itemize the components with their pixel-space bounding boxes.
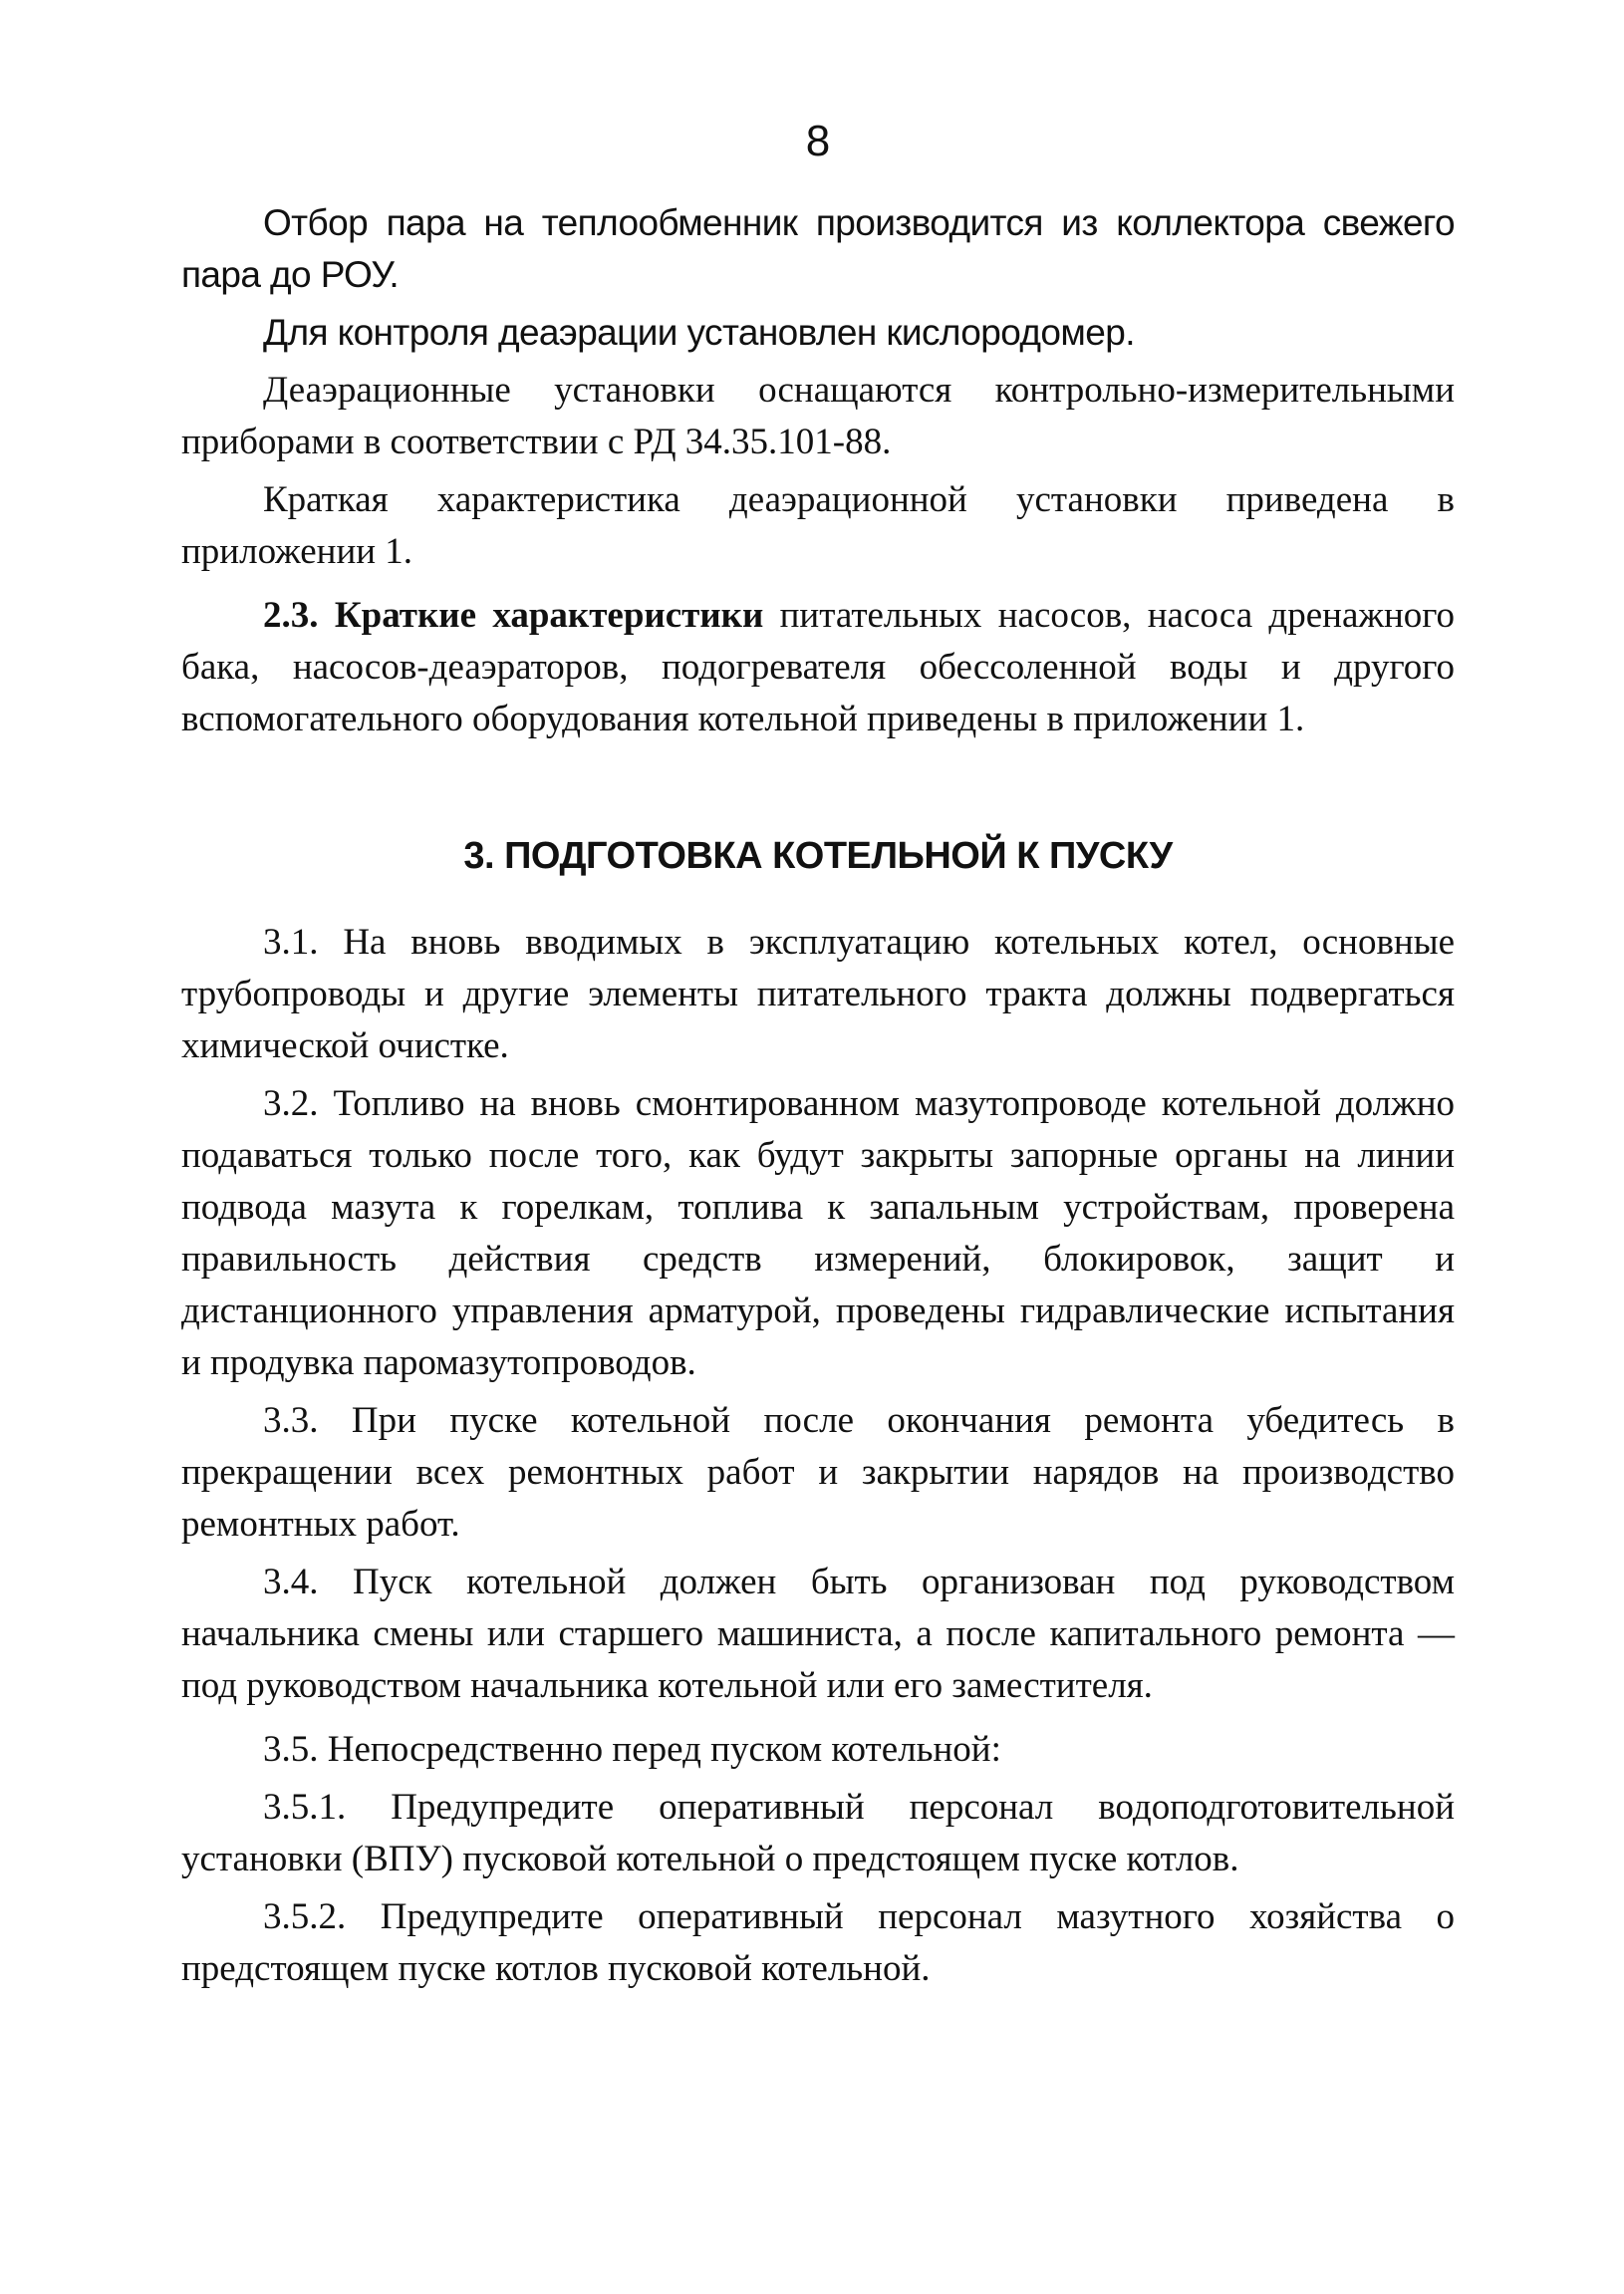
paragraph-2-3-text: питательных насосов, насоса дренажного бака, насосов-деаэраторов, подогревателя обессоленной воды и другого вспомогательного оборудования котельной приведены в приложении 1.: [181, 595, 1456, 739]
paragraph-3-5-1: 3.5.1. Предупредите оперативный персонал водоподготовительной установки (ВПУ) пусковой котельной о предстоящем пуске котлов.: [181, 1787, 1455, 1879]
document-page: [181, 117, 1456, 1995]
paragraph-oxygen-meter: Для контроля деаэрации установлен кислородомер.: [263, 312, 1135, 353]
paragraph-instrumentation: Деаэрационные установки оснащаются контрольно-измерительными приборами в соответствии с РД 34.35.101-88.: [181, 370, 1455, 462]
paragraph-3-5: 3.5. Непосредственно перед пуском котельной:: [263, 1729, 1001, 1770]
paragraph-steam-intake: Отбор пара на теплообменник производится из коллектора свежего пара до РОУ.: [181, 202, 1455, 295]
paragraph-deaerator-summary: Краткая характеристика деаэрационной установки приведена в приложении 1.: [181, 479, 1455, 572]
paragraph-3-4: 3.4. Пуск котельной должен быть организован под руководством начальника смены или старшего машиниста, а после капитального ремонта — под руководством начальника котельной или его заместителя.: [181, 1562, 1455, 1706]
paragraph-3-2: 3.2. Топливо на вновь смонтированном мазутопроводе котельной должно подаваться только после того, как будут закрыты запорные органы на линии подвода мазута к горелкам, топлива к запальным устройствам, проверена правильность действия средств измерений, блокировок, защит и дистанционного управления арматурой, проведены гидравлические испытания и продувка паромазутопроводов.: [181, 1083, 1455, 1383]
section-3-heading: 3. ПОДГОТОВКА КОТЕЛЬНОЙ К ПУСКУ: [463, 835, 1173, 877]
paragraph-3-1: 3.1. На вновь вводимых в эксплуатацию котельных котел, основные трубопроводы и другие элементы питательного тракта должны подвергаться химической очистке.: [181, 922, 1455, 1066]
page-number: 8: [805, 117, 831, 165]
paragraph-3-3: 3.3. При пуске котельной после окончания ремонта убедитесь в прекращении всех ремонтных работ и закрытии нарядов на производство ремонтных работ.: [181, 1400, 1455, 1545]
paragraph-3-5-2: 3.5.2. Предупредите оперативный персонал мазутного хозяйства о предстоящем пуске котлов пусковой котельной.: [181, 1896, 1455, 1989]
paragraph-2-3-number: 2.3.: [263, 595, 319, 636]
paragraph-2-3: [181, 590, 1455, 745]
paragraph-2-3-bold-lead: Краткие характеристики: [334, 595, 764, 636]
